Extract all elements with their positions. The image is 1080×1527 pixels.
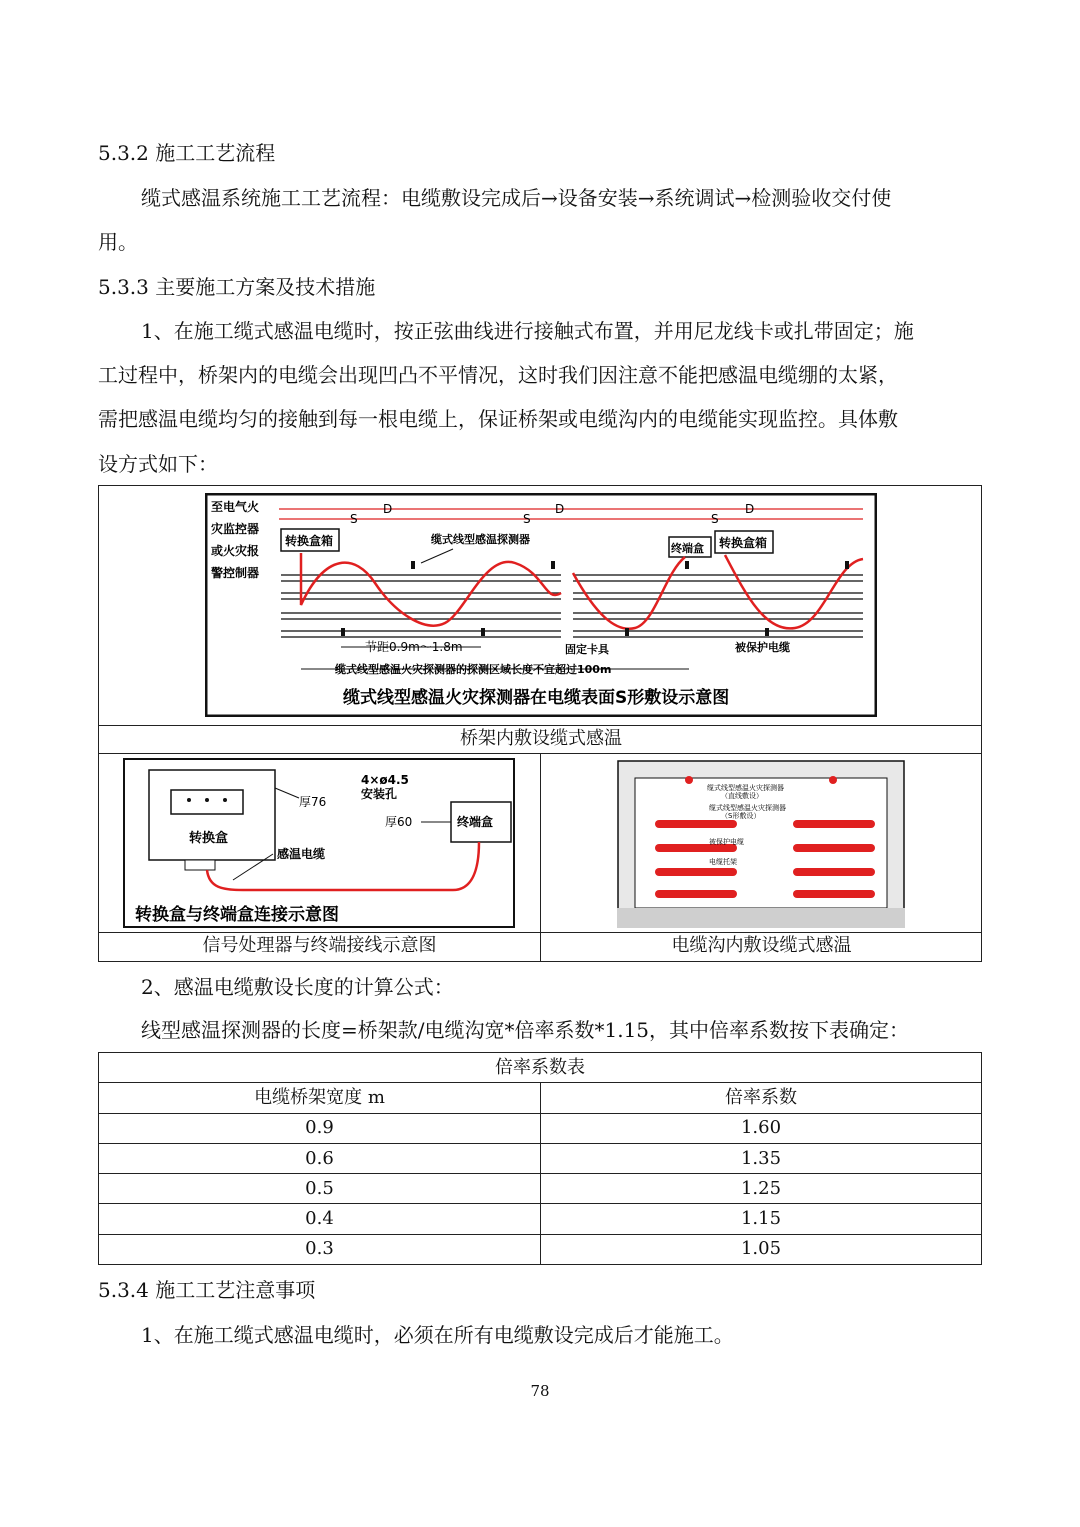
converter-terminal-diagram [123, 758, 515, 928]
dim-s: S [711, 512, 719, 526]
table-cell: 0.3 [99, 1234, 541, 1264]
section-533-heading: 5.3.3 主要施工方案及技术措施 [98, 275, 376, 299]
left-label: 灾监控器 [211, 522, 260, 536]
table-row [99, 1113, 982, 1143]
left-label: 警控制器 [211, 566, 260, 580]
paragraph: 用。 [98, 230, 138, 254]
ratio-table-header: 电缆桥架宽度 m [99, 1083, 541, 1113]
detector-label: 缆式线型感温探测器 [431, 533, 530, 546]
sensing-cable-label: 感温电缆 [277, 847, 326, 861]
table-cell: 0.5 [99, 1174, 541, 1204]
ratio-table-header: 倍率系数 [541, 1083, 982, 1113]
hole-label: 4×ø4.5 [361, 773, 409, 787]
trench-layout-diagram [617, 760, 905, 928]
table-row [99, 1143, 982, 1173]
hole-label: 安装孔 [361, 787, 398, 801]
section-534-heading: 5.3.4 施工工艺注意事项 [98, 1278, 316, 1302]
thick76-label: 厚76 [299, 795, 327, 809]
clamp-label: 固定卡具 [565, 643, 609, 656]
ratio-table-title: 倍率系数表 [99, 1053, 982, 1083]
paragraph: 1、在施工缆式感温电缆时，按正弦曲线进行接触式布置，并用尼龙线卡或扎带固定；施 [141, 319, 914, 343]
fig2-caption: 信号处理器与终端接线示意图 [202, 935, 437, 956]
paragraph: 缆式感温系统施工工艺流程：电缆敷设完成后→设备安装→系统调试→检测验收交付使 [141, 186, 892, 210]
figure-table [98, 485, 982, 962]
table-row [99, 1234, 982, 1264]
box-label: 转换盒箱 [285, 534, 334, 548]
paragraph: 1、在施工缆式感温电缆时，必须在所有电缆敷设完成后才能施工。 [141, 1323, 734, 1347]
table-row [99, 1204, 982, 1234]
pitch-label: 节距0.9m～1.8m [365, 640, 463, 654]
trench-label: 缆式线型感温火灾探测器 [709, 804, 786, 812]
terminal-label: 终端盒 [457, 815, 494, 829]
dim-s: S [350, 512, 358, 526]
dim-d: D [383, 502, 393, 516]
paragraph: 2、感温电缆敷设长度的计算公式： [141, 975, 454, 999]
page-number: 78 [530, 1382, 550, 1400]
left-label: 或火灾报 [211, 544, 260, 558]
paragraph: 需把感温电缆均匀的接触到每一根电缆上，保证桥架或电缆沟内的电缆能实现监控。具体敷 [98, 407, 898, 431]
table-cell: 1.15 [541, 1204, 982, 1234]
tray-label: 电缆托架 [709, 858, 737, 866]
table-cell: 0.4 [99, 1204, 541, 1234]
protected-cable-label: 被保护电缆 [735, 641, 790, 654]
box-label: 终端盒 [671, 542, 704, 555]
trench-label: 缆式线型感温火灾探测器 [707, 784, 784, 792]
converter-label: 转换盒 [189, 831, 229, 846]
fig3-caption: 电缆沟内敷设缆式感温 [671, 935, 852, 956]
table-cell: 1.60 [541, 1113, 982, 1143]
dim-s: S [523, 512, 531, 526]
dim-d: D [555, 502, 565, 516]
table-cell: 1.25 [541, 1174, 982, 1204]
paragraph: 线型感温探测器的长度=桥架款/电缆沟宽*倍率系数*1.15，其中倍率系数按下表确定： [141, 1018, 910, 1042]
table-cell: 0.6 [99, 1143, 541, 1173]
paragraph: 工过程中，桥架内的电缆会出现凹凸不平情况，这时我们因注意不能把感温电缆绷的太紧， [98, 363, 898, 387]
table-row [99, 1174, 982, 1204]
trench-label: （直线敷设） [721, 792, 763, 800]
protected-label: 被保护电缆 [709, 838, 744, 846]
dim-d: D [745, 502, 755, 516]
fig1-caption: 桥架内敷设缆式感温 [460, 728, 622, 749]
box-label: 转换盒箱 [719, 536, 768, 550]
fig1-title: 缆式线型感温火灾探测器在电缆表面S形敷设示意图 [343, 688, 730, 708]
s-layout-diagram [205, 493, 877, 717]
length-note: 缆式线型感温火灾探测器的探测区域长度不宜超过100m [335, 663, 612, 676]
left-label: 至电气火 [211, 500, 260, 514]
table-cell: 1.35 [541, 1143, 982, 1173]
table-cell: 0.9 [99, 1113, 541, 1143]
section-532-heading: 5.3.2 施工工艺流程 [98, 141, 276, 165]
ratio-table [98, 1052, 982, 1265]
table-cell: 1.05 [541, 1234, 982, 1264]
trench-label: （S形敷设） [721, 812, 761, 820]
fig2-title: 转换盒与终端盒连接示意图 [135, 905, 339, 925]
paragraph: 设方式如下： [98, 452, 218, 476]
thick60-label: 厚60 [385, 815, 413, 829]
